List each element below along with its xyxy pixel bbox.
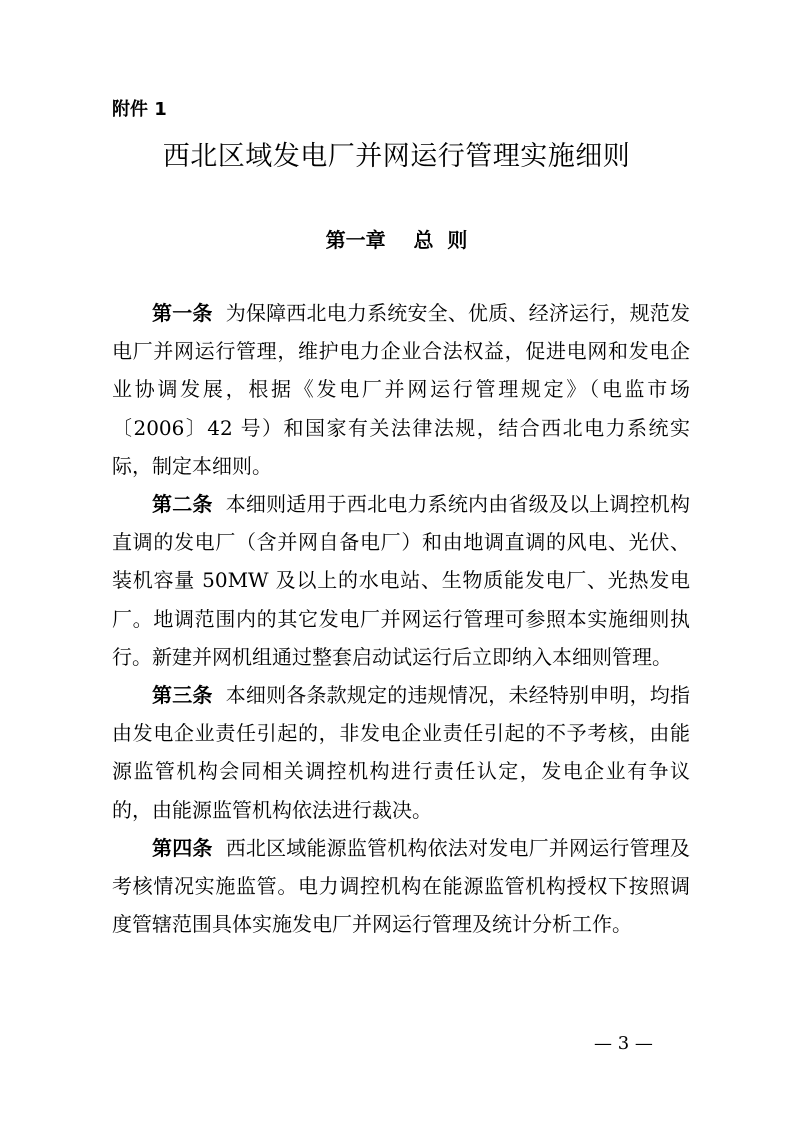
article-2-label: 第二条 bbox=[152, 492, 213, 517]
article-1-label: 第一条 bbox=[152, 301, 213, 325]
article-2 bbox=[112, 485, 690, 676]
article-4-text: 西北区域能源监管机构依法对发电厂并网运行管理及考核情况实施监管。电力调控机构在能源监管机构授权下按照调度管辖范围具体实施发电厂并网运行管理及统计分析工作。 bbox=[112, 835, 691, 937]
article-3-text: 本细则各条款规定的违规情况，未经特别申明，均指由发电企业责任引起的，非发电企业责任引起的不予考核，由能源监管机构会同相关调控机构进行责任认定，发电企业有争议的，由能源监管机构依法进行裁决。 bbox=[112, 683, 691, 822]
article-4-label: 第四条 bbox=[152, 835, 213, 860]
article-2-text: 本细则适用于西北电力系统内由省级及以上调控机构直调的发电厂（含并网自备电厂）和由地调直调的风电、光伏、装机容量 50MW 及以上的水电站、生物质能发电厂、光热发电厂。地调范围内的其它发电厂并网运行管理可参照本实施细则执行。新建并网机组通过整套启动试运行后立即纳入本细则管理。 bbox=[112, 492, 691, 669]
article-3-label: 第三条 bbox=[152, 683, 213, 708]
article-1 bbox=[112, 294, 690, 485]
attachment-label: 附件 1 bbox=[112, 99, 167, 120]
page-number: — 3 — bbox=[594, 1033, 653, 1054]
article-1-text: 为保障西北电力系统安全、优质、经济运行，规范发电厂并网运行管理，维护电力企业合法权益，促进电网和发电企业协调发展，根据《发电厂并网运行管理规定》（电监市场〔2006〕42 号）和国家有关法律法规，结合西北电力系统实际，制定本细则。 bbox=[112, 301, 691, 478]
chapter-heading: 第一章 总 则 bbox=[325, 228, 468, 252]
article-4 bbox=[112, 829, 690, 944]
document-body bbox=[112, 294, 690, 943]
article-3 bbox=[112, 676, 690, 829]
document-title: 西北区域发电厂并网运行管理实施细则 bbox=[162, 141, 631, 172]
